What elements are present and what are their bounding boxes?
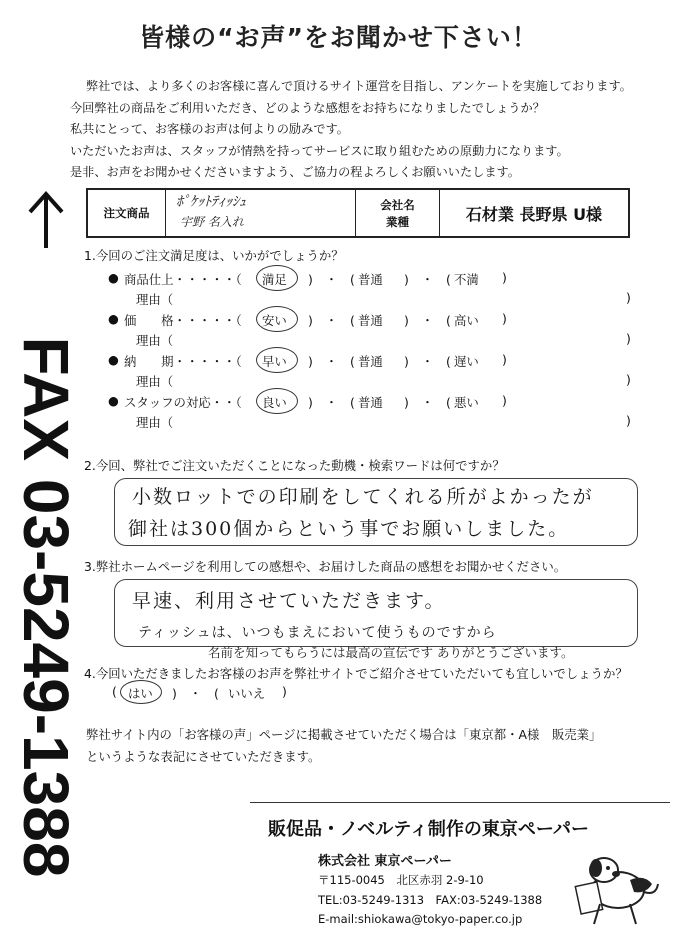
q1-choice[interactable]: 良い (262, 395, 287, 410)
q1-reason-label: 理由（ (136, 333, 174, 348)
dog-mascot-icon (560, 846, 670, 931)
fax-number: FAX 03-5249-1388 (10, 336, 82, 878)
q1-reason-close: ) (626, 290, 631, 305)
q1-separator: ) ・ ( (308, 313, 355, 328)
q1-choice[interactable]: 普通 (358, 354, 383, 369)
q1-bullet: ● (108, 270, 119, 285)
product-cell (166, 190, 356, 236)
footer-tel-fax: TEL:03-5249-1313 FAX:03-5249-1388 (318, 893, 543, 907)
q3-answer-line: 早速、利用させていただきます。 (132, 590, 446, 612)
footer-company: 株式会社 東京ペーパー (318, 854, 452, 869)
intro-line: いただいたお声は、スタッフが情熱を持ってサービスに取り組むための原動力になります。 (70, 143, 569, 158)
intro-line: 私共にとって、お客様のお声は何よりの励みです。 (70, 122, 349, 136)
q4-question: 4.今回いただきましたお客様のお声を弊社サイトでご紹介させていただいても宜しいでしょうか？ (84, 666, 628, 681)
product-label: 注文商品 (88, 190, 166, 236)
q1-close: ) (502, 352, 507, 367)
company-label: 会社名 (380, 198, 415, 212)
q1-choice[interactable]: 安い (262, 313, 287, 328)
note-line: というような表記にさせていただきます。 (86, 749, 321, 764)
q1-choice[interactable]: 早い (262, 354, 287, 369)
q1-close: ) (502, 393, 507, 408)
q1-separator: ) ・ ( (308, 395, 355, 410)
q1-reason-label: 理由（ (136, 374, 174, 389)
footer-email[interactable]: E-mail:shiokawa@tokyo-paper.co.jp (318, 912, 523, 926)
q2-question: 2.今回、弊社でご注文いただくことになった動機・検索ワードは何ですか？ (84, 458, 505, 473)
intro-line: 弊社では、より多くのお客様に喜んで頂けるサイト運営を目指し、アンケートを実施しております。 (86, 79, 632, 93)
q3-question: 3.弊社ホームページを利用しての感想や、お届けした商品の感想をお聞かせください。 (84, 559, 567, 574)
q1-reason-label: 理由（ (136, 292, 174, 307)
q1-close: ) (502, 270, 507, 285)
q4-choice-no[interactable]: いいえ (228, 686, 266, 701)
q1-choice[interactable]: 遅い (454, 354, 479, 369)
product-value (176, 192, 246, 232)
q1-close: ) (502, 311, 507, 326)
footer-divider (250, 802, 670, 803)
footer-slogan: 販促品・ノベルティ制作の東京ペーパー (268, 819, 589, 840)
q2-answer-line: 御社は300個からという事でお願いしました。 (128, 518, 570, 540)
intro-line: 是非、お声をお聞かせくださいますよう、ご協力の程よろしくお願いいたします。 (70, 165, 520, 179)
q1-separator: ) ・ ( (404, 395, 451, 410)
q1-reason-close: ) (626, 372, 631, 387)
q1-separator: ) ・ ( (404, 313, 451, 328)
q1-item-label: スタッフの対応・・（ (124, 395, 242, 410)
company-value: 石材業 長野県 U様 (465, 204, 603, 224)
q1-reason-close: ) (626, 331, 631, 346)
publication-note (86, 724, 601, 768)
industry-label: 業種 (386, 215, 409, 229)
q1-separator: ) ・ ( (308, 272, 355, 287)
q1-choice[interactable]: 普通 (358, 313, 383, 328)
product-value-line: 宇野 名入れ (180, 215, 244, 229)
fax-banner (10, 190, 82, 880)
q1-choice[interactable]: 普通 (358, 272, 383, 287)
q1-separator: ) ・ ( (404, 354, 451, 369)
q4-sep: ) ・ ( (172, 686, 219, 701)
q1-choice[interactable]: 満足 (262, 272, 287, 287)
intro-line: 今回弊社の商品をご利用いただき、どのような感想をお持ちになりましたでしょうか？ (70, 100, 545, 115)
q4-choice-yes[interactable]: はい (128, 686, 153, 701)
q1-item-label: 価 格・・・・・（ (124, 313, 242, 328)
q1-choice[interactable]: 不満 (454, 272, 479, 287)
product-value-line: ﾎﾟｹｯﾄﾃｨｯｼｭ (176, 194, 246, 210)
q1-reason-close: ) (626, 413, 631, 428)
order-table (86, 188, 630, 238)
q1-item-label: 納 期・・・・・（ (124, 354, 242, 369)
note-line: 弊社サイト内の「お客様の声」ページに掲載させていただく場合は「東京都・A様 販売業」 (86, 727, 602, 742)
q1-bullet: ● (108, 393, 119, 408)
company-label-cell (356, 190, 440, 236)
q1-item-label: 商品仕上・・・・・（ (124, 272, 242, 287)
q3-answer-line: 名前を知ってもらうには最高の宣伝です ありがとうございます。 (208, 645, 574, 660)
intro-text (70, 76, 670, 184)
q1-choice[interactable]: 悪い (454, 395, 479, 410)
q1-separator: ) ・ ( (404, 272, 451, 287)
footer-address: 〒115-0045 北区赤羽 2-9-10 (318, 873, 484, 887)
q1-choice[interactable]: 高い (454, 313, 479, 328)
q1-separator: ) ・ ( (308, 354, 355, 369)
q1-bullet: ● (108, 311, 119, 326)
q1-bullet: ● (108, 352, 119, 367)
q2-answer-line: 小数ロットでの印刷をしてくれる所がよかったが (132, 486, 594, 508)
page-title: 皆様の“お声”をお聞かせ下さい！ (139, 23, 538, 52)
arrow-up-icon (22, 190, 70, 250)
q1-reason-label: 理由（ (136, 415, 174, 430)
q4-open: ( (112, 684, 117, 699)
q1-question: 1.今回のご注文満足度は、いかがでしょうか？ (84, 248, 344, 263)
q3-answer-line: ティッシュは、いつもまえにおいて使うものですから (138, 625, 497, 641)
q4-close: ) (282, 684, 287, 699)
q1-choice[interactable]: 普通 (358, 395, 383, 410)
